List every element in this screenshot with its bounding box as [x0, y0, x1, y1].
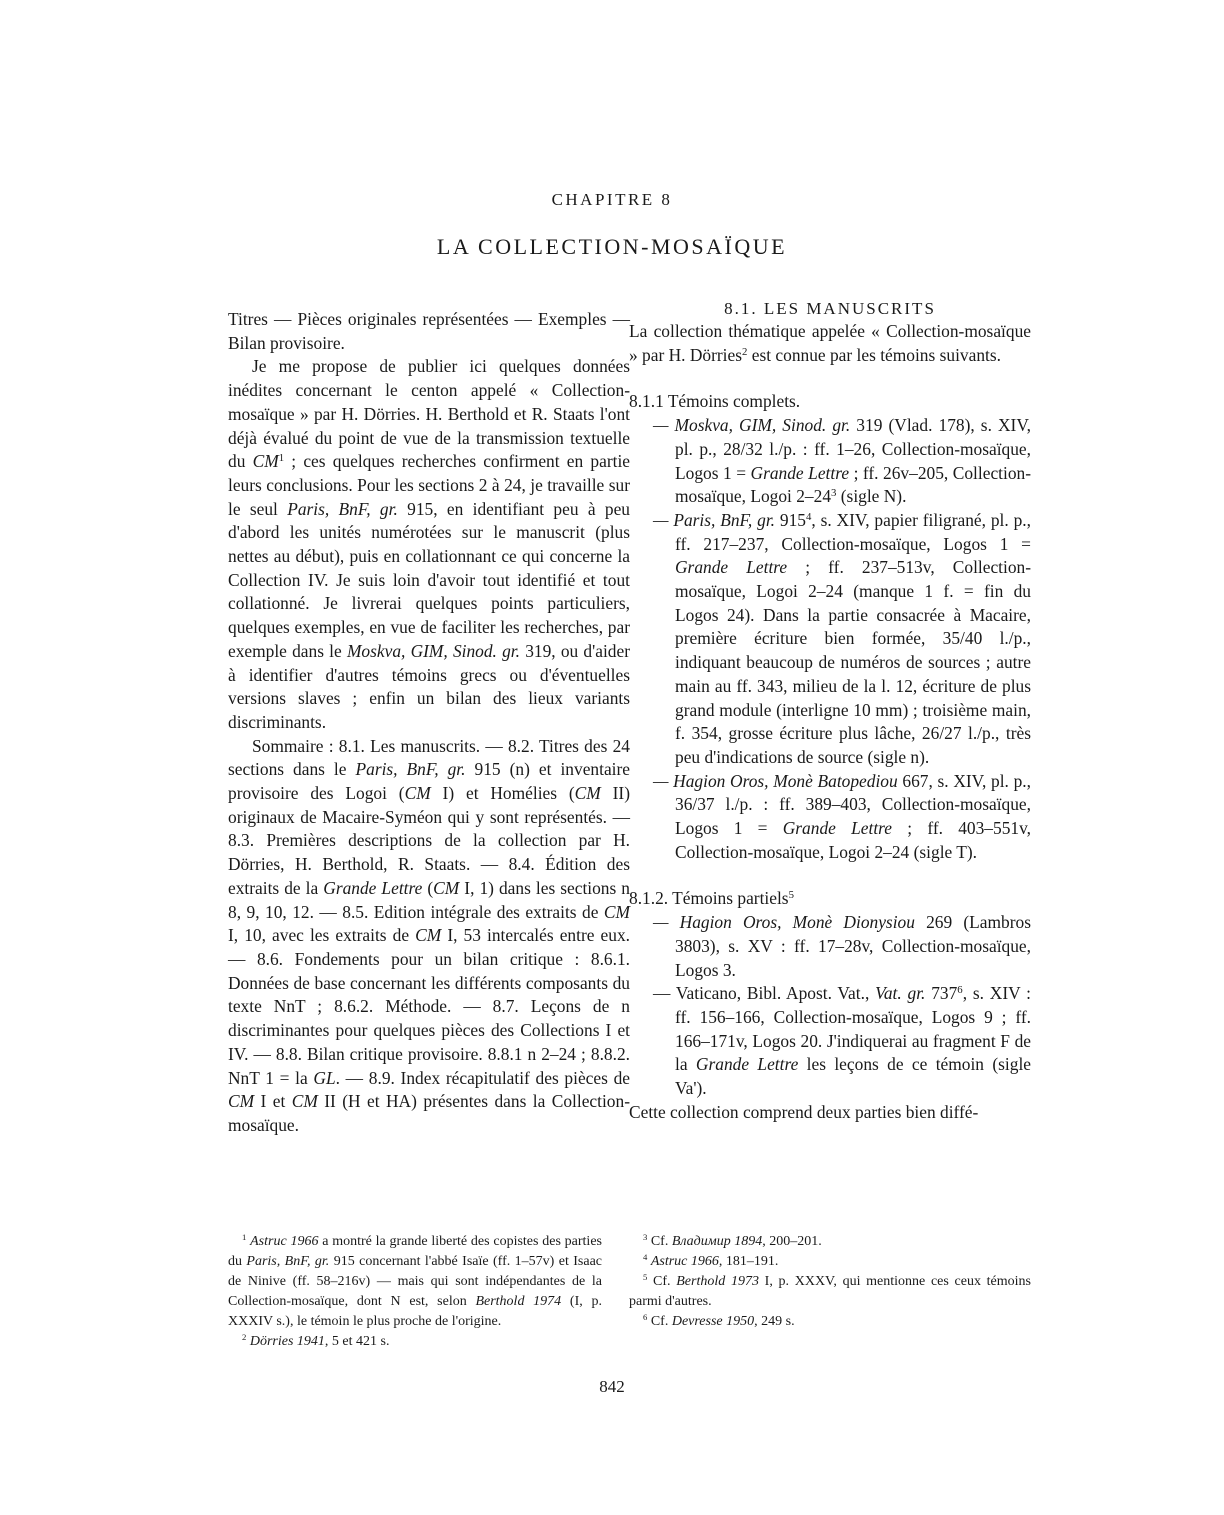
partial-witnesses-list — [629, 911, 1031, 1101]
right-column — [629, 298, 1031, 1125]
footnote-ref-3[interactable]: 3 — [831, 487, 837, 500]
left-column — [228, 298, 630, 1138]
footnote-ref-6[interactable]: 6 — [957, 984, 963, 997]
list-item: — Hagion Oros, Monè Dionysiou 269 (Lambros 3803), s. XV : ff. 17–28v, Collection-mosaïque, Logos 3. — [653, 912, 1031, 980]
chapter-number: CHAPITRE 8 — [551, 190, 673, 209]
list-item: — Vaticano, Bibl. Apost. Vat., Vat. gr. $737^6$, s. XIV : ff. 156–166, Collection-mosaïque, Logos 9 ; ff. 166–171v, Logos 20. J'indiquerai au fragment F de la Grande Lettre les leçons de ce témoin (sigle Va'). — [653, 983, 1032, 1099]
complete-witnesses-list — [629, 414, 1031, 864]
footnote-5: $^5$ Cf. Berthold 1973 I, p. XXXV, qui mentionne ces ceux témoins parmi d'autres. — [629, 1272, 1031, 1309]
footnote-6: $^6$ Cf. Devresse 1950, 249 s. — [643, 1312, 795, 1329]
list-item: — Moskva, GIM, Sinod. gr. 319 (Vlad. 178), s. XIV, pl. p., 28/32 l./p. : ff. 1–26, Collection-mosaïque, Logos 1 = Grande Lettre ; ff. 26v–205, Collection-mosaïque, Logoi $2-24^3$ (sigle N). — [653, 415, 1032, 507]
footnote-ref-1[interactable]: 1 — [278, 452, 285, 465]
complete-witnesses-heading: 8.1.1 Témoins complets. — [629, 391, 801, 412]
page-number: 842 — [599, 1377, 625, 1396]
footnote-ref-5[interactable]: 5 — [788, 889, 794, 902]
intro-paragraph: Je me propose de publier ici quelques données inédites concernant le centon appelé « Collection-mosaïque » par H. Dörries. H. Berthold et R. Staats l'ont déjà évalué du point de vue de la transmission textuelle du $CM^1$ ; ces quelques recherches confirment en partie leurs conclusions. Pour les sections 2 à 24, je travaille sur le seul Paris, BnF, gr. 915, en identifiant peu à peu d'abord les unités numérotées sur le manuscrit (plus nettes au début), puis en collationnant ce qui concerne la Collection IV. Je suis loin d'avoir tout identifié et tout collationné. Je livrerai quelques points particuliers, quelques exemples, en vue de faciliter les recherches, par exemple dans le Moskva, GIM, Sinod. gr. 319, ou d'aider à identifier d'autres témoins grecs ou d'éventuelles versions slaves ; enfin un bilan des lieux variants discriminants. — [228, 356, 630, 732]
partial-witnesses-heading: 8.1.2. Témoins partiels$^5$ — [629, 888, 794, 909]
footnote-2: $^2$ Dörries 1941, 5 et 421 s. — [242, 1332, 390, 1349]
list-item: — Hagion Oros, Monè Batopediou 667, s. XIV, pl. p., 36/37 l./p. : ff. 389–403, Collection-mosaïque, Logos 1 = Grande Lettre ; ff. 403–551v, Collection-mosaïque, Logoi 2–24 (sigle T). — [653, 770, 1031, 862]
closing-line: Cette collection comprend deux parties bien diffé- — [629, 1101, 979, 1122]
chapter-title: LA COLLECTION-MOSAÏQUE — [436, 234, 788, 259]
section-intro: La collection thématique appelée « Collection-mosaïque » par H. Dörries$^2$ est connue par les témoins suivants. — [629, 321, 1031, 365]
section-heading: 8.1. LES MANUSCRITS — [724, 299, 936, 318]
sommaire-paragraph: Sommaire : 8.1. Les manuscrits. — 8.2. Titres des 24 sections dans le Paris, BnF, gr. 915 (n) et inventaire provisoire des Logoi (CM I) et Homélies (CM II) originaux de Macaire-Syméon qui y sont représentés. — 8.3. Premières descriptions de la collection par H. Dörries, H. Berthold, R. Staats. — 8.4. Édition des extraits de la Grande Lettre (CM I, 1) dans les sections n 8, 9, 10, 12. — 8.5. Edition intégrale des extraits de CM I, 10, avec les extraits de CM I, 53 intercalés entre eux. — 8.6. Fondements pour un bilan critique : 8.6.1. Données de base concernant les différents composants du texte NnT ; 8.6.2. Méthode. — 8.7. Leçons de n discriminantes pour quelques pièces des Collections I et IV. — 8.8. Bilan critique provisoire. 8.8.1 n 2–24 ; 8.8.2. NnT 1 = la GL. — 8.9. Index récapitulatif des pièces de CM I et CM II (H et HA) présentes dans la Collection-mosaïque. — [228, 735, 631, 1135]
footnotes-left — [228, 1232, 602, 1352]
chapter-summary: Titres — Pièces originales représentées — Exemples — Bilan provisoire. — [228, 309, 630, 353]
footnote-3: $^3$ Cf. Владимир 1894, 200–201. — [643, 1232, 822, 1249]
footnote-ref-2[interactable]: 2 — [742, 345, 748, 358]
footnote-4: $^4$ Astruc 1966, 181–191. — [643, 1252, 779, 1269]
footnote-1: $^1$ Astruc 1966 a montré la grande liberté des copistes des parties du Paris, BnF, gr. 915 concernant l'abbé Isaïe (ff. 1–57v) et Isaac de Ninive (ff. 58–216v) — mais qui sont indépendantes de la Collection-mosaïque, dont N est, selon Berthold 1974 (I, p. XXXIV s.), le témoin le plus proche de l'origine. — [228, 1232, 602, 1329]
list-item: — Paris, BnF, gr. $915^4$, s. XIV, papier filigrané, pl. p., ff. 217–237, Collection-mosaïque, Logos 1 = Grande Lettre ; ff. 237–513v, Collection-mosaïque, Logoi 2–24 (manque 1 f. = fin du Logos 24). Dans la partie consacrée à Macaire, première écriture bien formée, 35/40 l./p., indiquant beaucoup de numéros de sources ; autre main au ff. 343, milieu de la l. 12, écriture de plus grand module (interligne 10 mm) ; troisième main, f. 354, grosse écriture plus lâche, 26/27 l./p., très peu d'indications de source (sigle n). — [653, 509, 1032, 767]
footnote-ref-4[interactable]: 4 — [805, 511, 812, 523]
footnotes-right — [629, 1232, 1031, 1332]
